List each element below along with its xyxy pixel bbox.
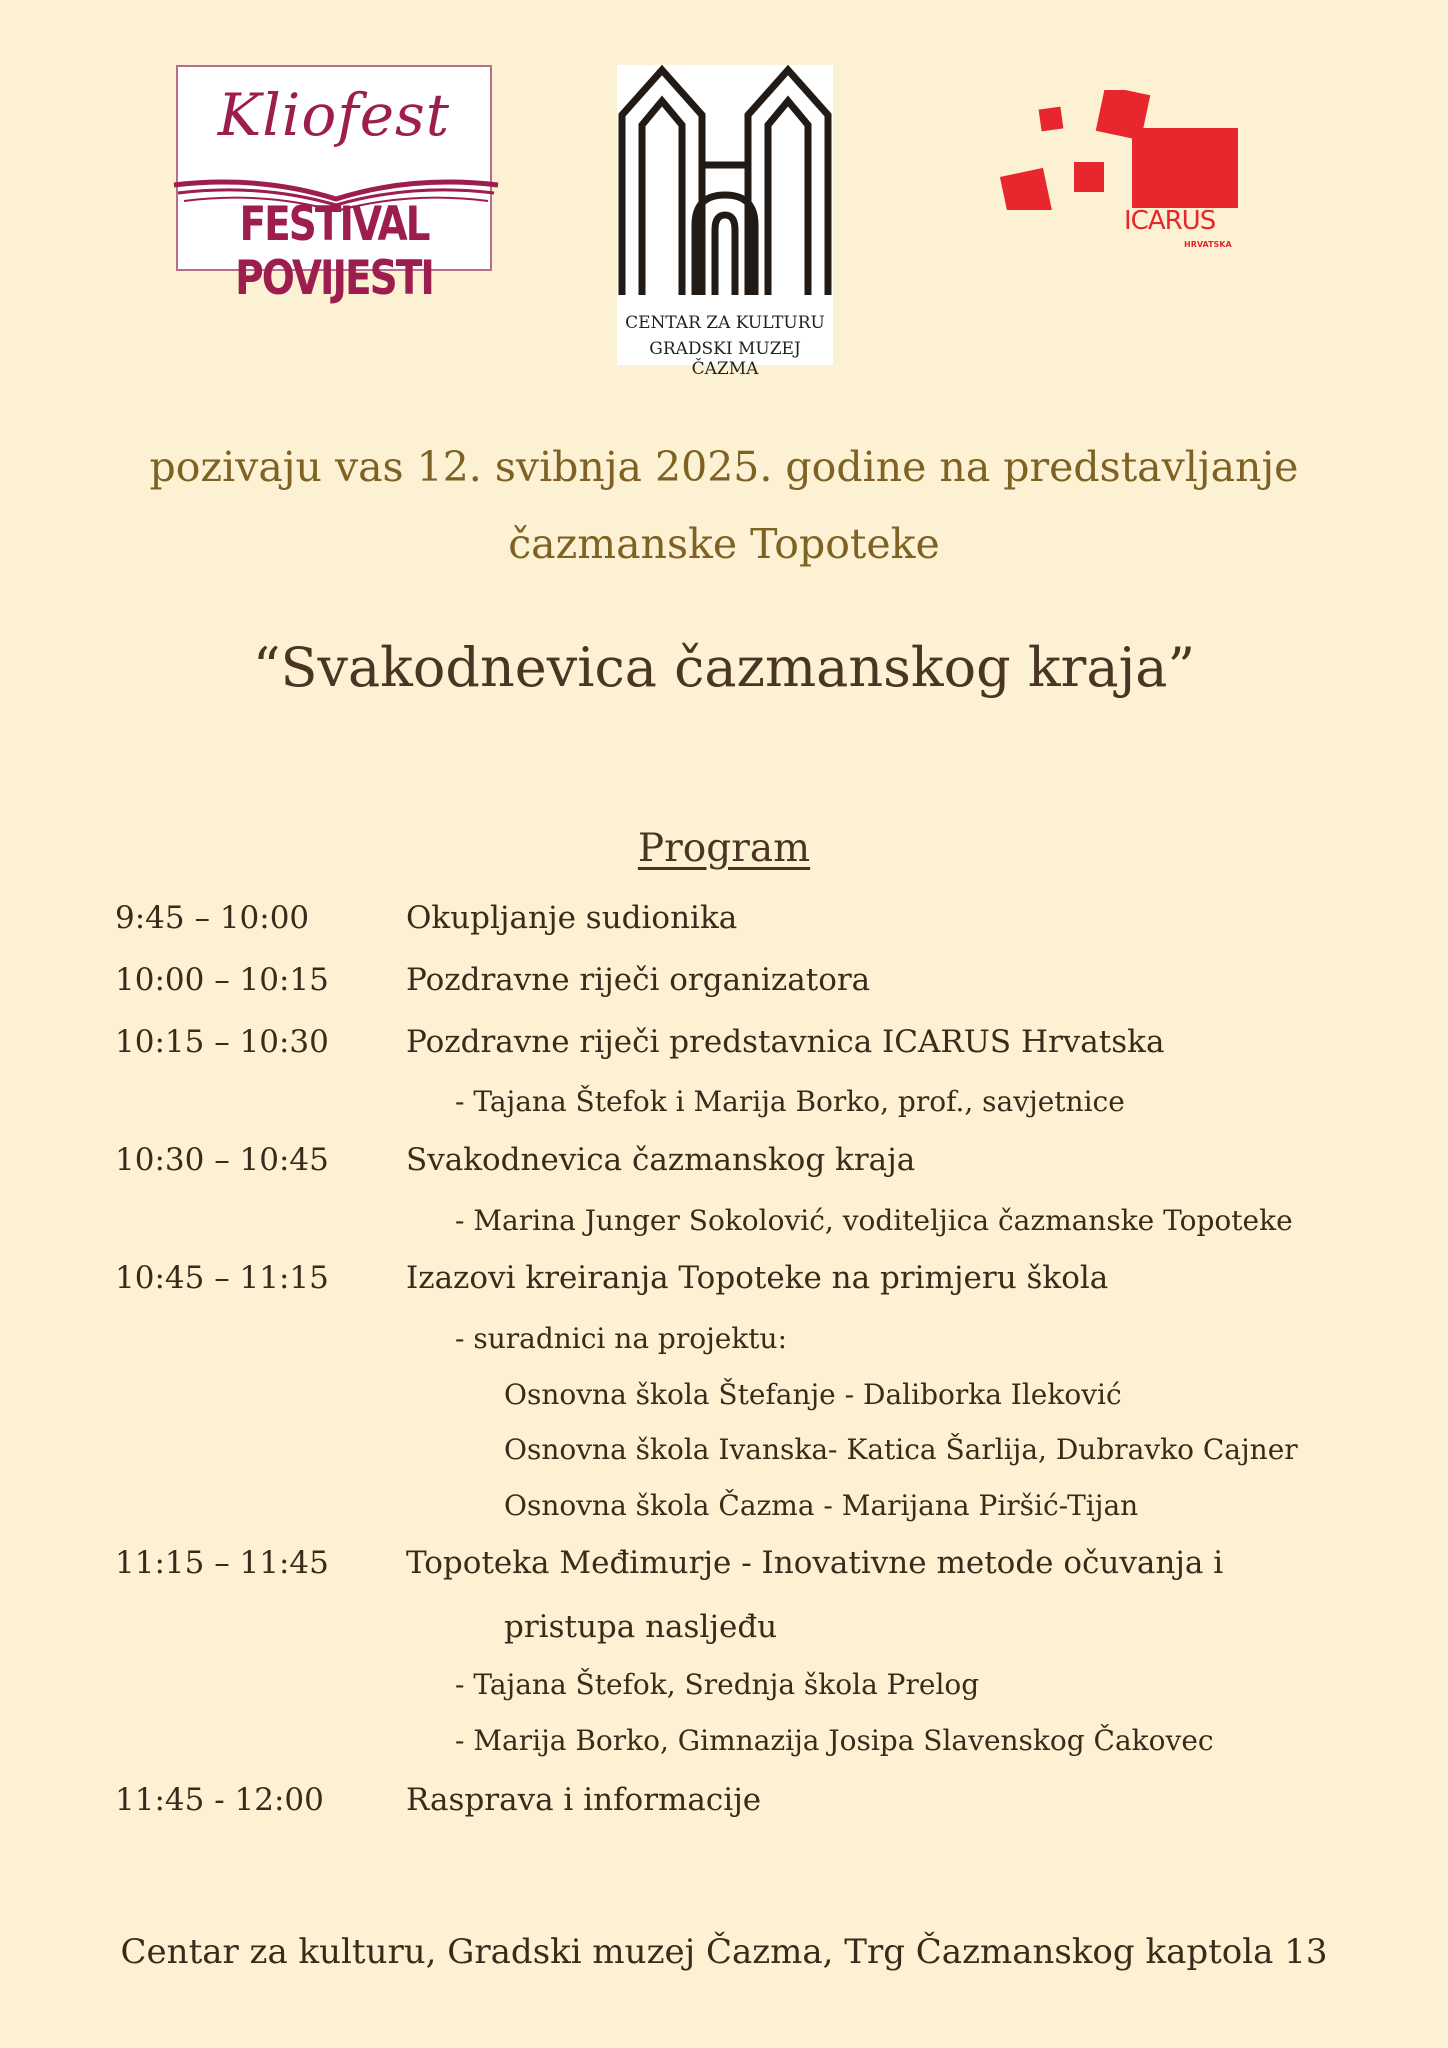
icarus-squares-icon [996, 90, 1246, 210]
program-item: Pozdravne riječi organizatora [406, 962, 871, 998]
program-time: 11:15 – 11:45 [115, 1545, 329, 1581]
venue-address: Centar za kulturu, Gradski muzej Čazma, Trg Čazmanskog kaptola 13 [120, 1932, 1328, 1972]
program-item: Izazovi kreiranja Topoteke na primjeru škola [406, 1260, 1109, 1296]
icarus-name: ICARUS [1124, 206, 1216, 236]
kliofest-festival-text: FESTIVAL POVIJESTI [235, 198, 433, 306]
program-time: 10:45 – 11:15 [115, 1260, 329, 1296]
program-item: Pozdravne riječi predstavnica ICARUS Hrvatska [406, 1024, 1165, 1060]
program-item: Okupljanje sudionika [406, 900, 738, 936]
icarus-country: HRVATSKA [1184, 240, 1232, 249]
program-time: 10:15 – 10:30 [115, 1024, 329, 1060]
museum-building-icon [617, 65, 833, 305]
kliofest-logo [176, 65, 492, 306]
program-time: 10:00 – 10:15 [115, 962, 329, 998]
program-time: 11:45 - 12:00 [115, 1782, 324, 1818]
program-school: Osnovna škola Čazma - Marijana Piršić-Tijan [504, 1489, 1139, 1522]
program-time: 9:45 – 10:00 [115, 900, 310, 936]
program-time: 10:30 – 10:45 [115, 1142, 329, 1178]
program-item: Svakodnevica čazmanskog kraja [406, 1142, 916, 1178]
program-subitem: - Tajana Štefok, Srednja škola Prelog [455, 1668, 980, 1701]
program-subitem: - Marija Borko, Gimnazija Josipa Slavenskog Čakovec [455, 1724, 1214, 1757]
intro-line-1: pozivaju vas 12. svibnja 2025. godine na predstavljanje [149, 443, 1299, 491]
icarus-logo [996, 90, 1246, 260]
program-subitem: - Tajana Štefok i Marija Borko, prof., savjetnice [455, 1085, 1125, 1118]
museum-name-line2: GRADSKI MUZEJ ČAZMA [649, 339, 801, 379]
program-subitem: - suradnici na projektu: [455, 1322, 788, 1355]
program-school: Osnovna škola Ivanska- Katica Šarlija, Dubravko Cajner [504, 1433, 1298, 1466]
intro-line-2: čazmanske Topoteke [508, 520, 940, 568]
program-item: Topoteka Međimurje - Inovativne metode očuvanja i [406, 1545, 1224, 1581]
museum-logo [617, 65, 833, 379]
program-subitem: - Marina Junger Sokolović, voditeljica čazmanske Topoteke [455, 1204, 1293, 1237]
kliofest-script-text: Kliofest [217, 81, 451, 149]
program-item-continuation: pristupa nasljeđu [504, 1609, 778, 1645]
program-school: Osnovna škola Štefanje - Daliborka Ileković [504, 1378, 1122, 1411]
program-item: Rasprava i informacije [406, 1782, 762, 1818]
museum-name-line1: CENTAR ZA KULTURU [625, 313, 825, 333]
event-title: “Svakodnevica čazmanskog kraja” [252, 636, 1196, 699]
program-heading: Program [637, 826, 811, 871]
